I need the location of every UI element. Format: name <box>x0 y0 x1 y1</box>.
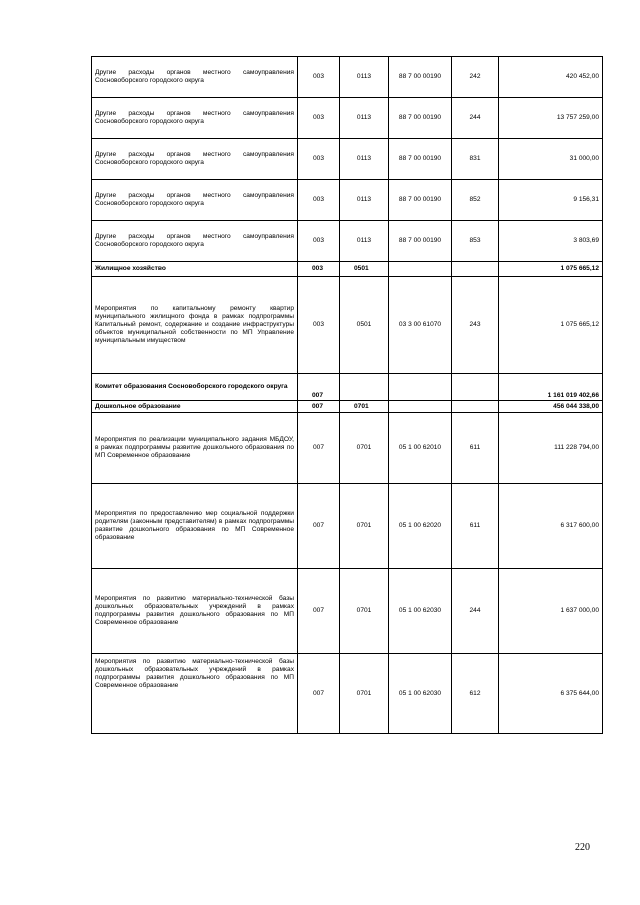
section-row <box>92 401 603 413</box>
csr-cell: 05 1 00 62020 <box>389 484 452 569</box>
sum-cell: 6 375 644,00 <box>499 654 603 734</box>
csr-cell: 88 7 00 00190 <box>389 180 452 221</box>
vr-cell <box>452 374 499 401</box>
rzpr-cell: 0701 <box>340 401 389 413</box>
csr-cell: 88 7 00 00190 <box>389 57 452 98</box>
row-name: Комитет образования Сосновоборского городского округа <box>95 383 288 390</box>
table-row <box>92 569 603 654</box>
sum-cell: 420 452,00 <box>499 57 603 98</box>
vr-cell: 852 <box>452 180 499 221</box>
table-row <box>92 277 603 374</box>
sum-cell: 456 044 338,00 <box>499 401 603 413</box>
row-name-cell <box>92 262 298 277</box>
ved-cell: 007 <box>298 569 340 654</box>
table-row <box>92 654 603 734</box>
row-name: Другие расходы органов местного самоуправления Сосновоборского городского округа <box>95 110 294 125</box>
ved-cell: 007 <box>298 401 340 413</box>
budget-table-body <box>92 57 603 734</box>
ved-cell: 003 <box>298 98 340 139</box>
sum-cell: 3 803,69 <box>499 221 603 262</box>
sum-cell: 111 228 794,00 <box>499 413 603 484</box>
rzpr-cell <box>340 374 389 401</box>
row-name: Жилищное хозяйство <box>95 265 166 272</box>
ved-cell: 003 <box>298 180 340 221</box>
rzpr-cell: 0113 <box>340 180 389 221</box>
csr-cell: 05 1 00 62030 <box>389 654 452 734</box>
vr-cell: 242 <box>452 57 499 98</box>
vr-cell: 853 <box>452 221 499 262</box>
vr-cell: 611 <box>452 484 499 569</box>
ved-cell: 003 <box>298 57 340 98</box>
vr-cell: 244 <box>452 569 499 654</box>
row-name-cell <box>92 654 298 734</box>
row-name-cell <box>92 180 298 221</box>
csr-cell <box>389 374 452 401</box>
row-name-cell <box>92 139 298 180</box>
rzpr-cell: 0501 <box>340 262 389 277</box>
vr-cell: 612 <box>452 654 499 734</box>
row-name: Другие расходы органов местного самоуправления Сосновоборского городского округа <box>95 69 294 84</box>
row-name-cell <box>92 569 298 654</box>
vr-cell: 611 <box>452 413 499 484</box>
vr-cell <box>452 262 499 277</box>
rzpr-cell: 0701 <box>340 569 389 654</box>
sum-cell: 1 161 019 402,66 <box>499 374 603 401</box>
vr-cell: 243 <box>452 277 499 374</box>
sum-cell: 6 317 600,00 <box>499 484 603 569</box>
sum-cell: 1 075 665,12 <box>499 262 603 277</box>
row-name-cell <box>92 221 298 262</box>
row-name-cell <box>92 277 298 374</box>
sum-cell: 31 000,00 <box>499 139 603 180</box>
row-name: Дошкольное образование <box>95 402 181 410</box>
table-row <box>92 221 603 262</box>
rzpr-cell: 0701 <box>340 413 389 484</box>
rzpr-cell: 0113 <box>340 139 389 180</box>
csr-cell <box>389 262 452 277</box>
ved-cell: 007 <box>298 374 340 401</box>
sum-cell: 1 637 000,00 <box>499 569 603 654</box>
ved-cell: 007 <box>298 654 340 734</box>
csr-cell: 88 7 00 00190 <box>389 98 452 139</box>
csr-cell: 05 1 00 62030 <box>389 569 452 654</box>
rzpr-cell: 0113 <box>340 221 389 262</box>
ved-cell: 007 <box>298 413 340 484</box>
row-name: Мероприятия по предоставлению мер социальной поддержки родителям (законным представителям) в рамках подпрограммы развитие дошкольного образования по МП Современное образование <box>95 510 294 541</box>
row-name-cell <box>92 413 298 484</box>
row-name-cell <box>92 98 298 139</box>
ved-cell: 007 <box>298 484 340 569</box>
csr-cell: 88 7 00 00190 <box>389 139 452 180</box>
rzpr-cell: 0701 <box>340 654 389 734</box>
section-row <box>92 374 603 401</box>
sum-cell: 1 075 665,12 <box>499 277 603 374</box>
csr-cell <box>389 401 452 413</box>
row-name-cell <box>92 57 298 98</box>
ved-cell: 003 <box>298 277 340 374</box>
row-name: Другие расходы органов местного самоуправления Сосновоборского городского округа <box>95 192 294 207</box>
budget-table <box>91 56 603 734</box>
row-name-cell <box>92 374 298 401</box>
row-name: Мероприятия по капитальному ремонту квартир муниципального жилищного фонда в рамках подпрограммы Капитальный ремонт, содержание и создание инфраструктуры объектов муниципальной собственности по МП Управление муниципальным имуществом <box>95 305 294 344</box>
rzpr-cell: 0701 <box>340 484 389 569</box>
section-row <box>92 262 603 277</box>
row-name-cell <box>92 401 298 413</box>
table-row <box>92 139 603 180</box>
table-row <box>92 57 603 98</box>
vr-cell: 831 <box>452 139 499 180</box>
row-name: Мероприятия по развитию материально-технической базы дошкольных образовательных учреждений в рамках подпрограммы развития дошкольного образования по МП Современное образование <box>95 595 294 626</box>
ved-cell: 003 <box>298 221 340 262</box>
sum-cell: 13 757 259,00 <box>499 98 603 139</box>
row-name: Другие расходы органов местного самоуправления Сосновоборского городского округа <box>95 151 294 166</box>
rzpr-cell: 0113 <box>340 57 389 98</box>
table-row <box>92 484 603 569</box>
row-name: Мероприятия по развитию материально-технической базы дошкольных образовательных учреждений в рамках подпрограммы развития дошкольного образования по МП Современное образование <box>95 658 294 689</box>
page-number: 220 <box>575 842 590 853</box>
ved-cell: 003 <box>298 262 340 277</box>
table-row <box>92 180 603 221</box>
row-name-cell <box>92 484 298 569</box>
csr-cell: 05 1 00 62010 <box>389 413 452 484</box>
row-name: Другие расходы органов местного самоуправления Сосновоборского городского округа <box>95 233 294 248</box>
table-row <box>92 98 603 139</box>
sum-cell: 9 156,31 <box>499 180 603 221</box>
csr-cell: 88 7 00 00190 <box>389 221 452 262</box>
row-name: Мероприятия по реализации муниципального задания МБДОУ, в рамках подпрограммы развитие дошкольного образования по МП Современное образование <box>95 436 294 459</box>
rzpr-cell: 0113 <box>340 98 389 139</box>
vr-cell <box>452 401 499 413</box>
csr-cell: 03 3 00 61070 <box>389 277 452 374</box>
table-row <box>92 413 603 484</box>
ved-cell: 003 <box>298 139 340 180</box>
vr-cell: 244 <box>452 98 499 139</box>
rzpr-cell: 0501 <box>340 277 389 374</box>
